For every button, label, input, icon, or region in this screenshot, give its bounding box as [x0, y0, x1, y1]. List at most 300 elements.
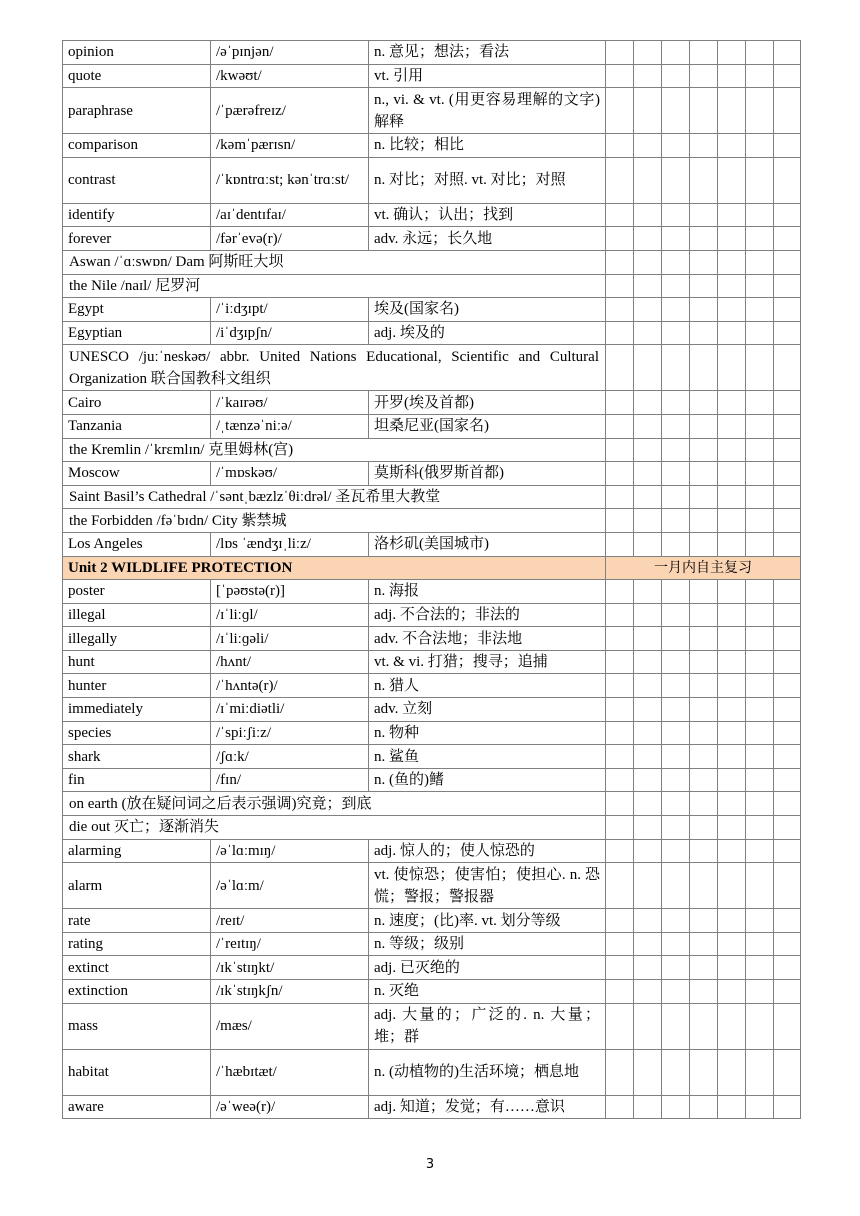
- review-checkbox[interactable]: [634, 438, 662, 462]
- review-checkbox[interactable]: [662, 298, 690, 322]
- review-checkbox[interactable]: [746, 414, 774, 438]
- vocab-phonetic: /ˈhæbɪtæt/: [211, 1049, 369, 1095]
- review-checkbox[interactable]: [774, 250, 801, 274]
- review-checkbox[interactable]: [606, 721, 634, 745]
- review-checkbox[interactable]: [718, 485, 746, 509]
- vocab-meaning: adv. 永远；长久地: [369, 227, 606, 251]
- review-checkbox[interactable]: [606, 414, 634, 438]
- vocab-phonetic: /ˈmɒskəʊ/: [211, 462, 369, 486]
- review-checkbox[interactable]: [662, 698, 690, 722]
- review-checkbox[interactable]: [774, 298, 801, 322]
- review-checkbox[interactable]: [746, 932, 774, 956]
- review-checkbox[interactable]: [606, 298, 634, 322]
- review-checkbox[interactable]: [718, 863, 746, 909]
- review-checkbox[interactable]: [690, 157, 718, 203]
- review-checkbox[interactable]: [774, 321, 801, 345]
- review-checkbox[interactable]: [718, 64, 746, 88]
- vocab-word: fin: [63, 768, 211, 792]
- review-checkbox[interactable]: [746, 768, 774, 792]
- review-checkbox[interactable]: [690, 816, 718, 840]
- review-checkbox[interactable]: [718, 745, 746, 769]
- review-checkbox[interactable]: [774, 909, 801, 933]
- review-checkbox[interactable]: [606, 438, 634, 462]
- review-checkbox[interactable]: [634, 839, 662, 863]
- review-checkbox[interactable]: [690, 603, 718, 627]
- review-checkbox[interactable]: [774, 1049, 801, 1095]
- review-checkbox[interactable]: [774, 1095, 801, 1119]
- vocab-word: extinction: [63, 980, 211, 1004]
- review-checkbox[interactable]: [690, 768, 718, 792]
- review-checkbox[interactable]: [634, 580, 662, 604]
- review-checkbox[interactable]: [718, 768, 746, 792]
- review-checkbox[interactable]: [718, 41, 746, 65]
- review-checkbox[interactable]: [606, 1049, 634, 1095]
- review-checkbox[interactable]: [606, 603, 634, 627]
- vocab-row: [63, 839, 801, 863]
- review-checkbox[interactable]: [634, 627, 662, 651]
- vocab-phonetic: /ɪkˈstɪŋkʃn/: [211, 980, 369, 1004]
- review-checkbox[interactable]: [774, 1003, 801, 1049]
- review-checkbox[interactable]: [690, 956, 718, 980]
- review-checkbox[interactable]: [746, 438, 774, 462]
- review-checkbox[interactable]: [634, 1095, 662, 1119]
- review-checkbox[interactable]: [774, 509, 801, 533]
- review-checkbox[interactable]: [718, 274, 746, 298]
- vocab-word: alarming: [63, 839, 211, 863]
- review-checkbox[interactable]: [718, 532, 746, 556]
- review-checkbox[interactable]: [606, 274, 634, 298]
- review-checkbox[interactable]: [718, 650, 746, 674]
- review-checkbox[interactable]: [662, 485, 690, 509]
- review-checkbox[interactable]: [774, 134, 801, 158]
- vocab-meaning: n. 意见；想法；看法: [369, 41, 606, 65]
- review-checkbox[interactable]: [718, 1049, 746, 1095]
- review-checkbox[interactable]: [690, 1095, 718, 1119]
- review-checkbox[interactable]: [774, 532, 801, 556]
- review-checkbox[interactable]: [662, 88, 690, 134]
- review-checkbox[interactable]: [690, 250, 718, 274]
- unit-title: Unit 2 WILDLIFE PROTECTION: [63, 556, 606, 580]
- review-checkbox[interactable]: [690, 698, 718, 722]
- vocab-phonetic: /ʃɑːk/: [211, 745, 369, 769]
- review-checkbox[interactable]: [606, 41, 634, 65]
- review-checkbox[interactable]: [718, 462, 746, 486]
- review-checkbox[interactable]: [634, 956, 662, 980]
- review-checkbox[interactable]: [718, 816, 746, 840]
- review-checkbox[interactable]: [606, 839, 634, 863]
- review-checkbox[interactable]: [774, 345, 801, 391]
- review-checkbox[interactable]: [690, 909, 718, 933]
- review-checkbox[interactable]: [746, 603, 774, 627]
- review-checkbox[interactable]: [606, 64, 634, 88]
- review-checkbox[interactable]: [774, 932, 801, 956]
- review-checkbox[interactable]: [662, 580, 690, 604]
- review-checkbox[interactable]: [746, 462, 774, 486]
- review-checkbox[interactable]: [662, 509, 690, 533]
- review-checkbox[interactable]: [718, 509, 746, 533]
- vocab-row: [63, 414, 801, 438]
- review-checkbox[interactable]: [774, 839, 801, 863]
- review-checkbox[interactable]: [718, 909, 746, 933]
- review-checkbox[interactable]: [634, 321, 662, 345]
- review-checkbox[interactable]: [690, 932, 718, 956]
- review-checkbox[interactable]: [662, 462, 690, 486]
- review-checkbox[interactable]: [606, 674, 634, 698]
- review-checkbox[interactable]: [718, 250, 746, 274]
- review-checkbox[interactable]: [690, 462, 718, 486]
- review-checkbox[interactable]: [634, 932, 662, 956]
- review-checkbox[interactable]: [634, 462, 662, 486]
- review-checkbox[interactable]: [690, 839, 718, 863]
- review-checkbox[interactable]: [606, 863, 634, 909]
- review-checkbox[interactable]: [746, 41, 774, 65]
- review-checkbox[interactable]: [662, 909, 690, 933]
- review-checkbox[interactable]: [606, 980, 634, 1004]
- review-checkbox[interactable]: [634, 792, 662, 816]
- review-checkbox[interactable]: [718, 674, 746, 698]
- review-checkbox[interactable]: [662, 768, 690, 792]
- review-checkbox[interactable]: [718, 134, 746, 158]
- review-checkbox[interactable]: [634, 414, 662, 438]
- review-checkbox[interactable]: [662, 745, 690, 769]
- review-checkbox[interactable]: [606, 932, 634, 956]
- review-checkbox[interactable]: [662, 532, 690, 556]
- review-checkbox[interactable]: [634, 298, 662, 322]
- review-checkbox[interactable]: [634, 698, 662, 722]
- review-checkbox[interactable]: [690, 532, 718, 556]
- review-checkbox[interactable]: [634, 603, 662, 627]
- vocab-phonetic: /ɪˈmiːdiətli/: [211, 698, 369, 722]
- review-checkbox[interactable]: [746, 321, 774, 345]
- review-checkbox[interactable]: [662, 414, 690, 438]
- review-checkbox[interactable]: [774, 816, 801, 840]
- review-checkbox[interactable]: [690, 580, 718, 604]
- review-checkbox[interactable]: [606, 227, 634, 251]
- review-checkbox[interactable]: [690, 203, 718, 227]
- review-checkbox[interactable]: [774, 203, 801, 227]
- review-checkbox[interactable]: [746, 485, 774, 509]
- review-checkbox[interactable]: [746, 956, 774, 980]
- review-checkbox[interactable]: [718, 414, 746, 438]
- review-checkbox[interactable]: [662, 792, 690, 816]
- review-checkbox[interactable]: [774, 462, 801, 486]
- review-checkbox[interactable]: [746, 650, 774, 674]
- review-checkbox[interactable]: [746, 627, 774, 651]
- review-checkbox[interactable]: [662, 321, 690, 345]
- review-checkbox[interactable]: [634, 485, 662, 509]
- review-checkbox[interactable]: [606, 698, 634, 722]
- review-checkbox[interactable]: [774, 650, 801, 674]
- vocab-row: [63, 134, 801, 158]
- review-checkbox[interactable]: [774, 88, 801, 134]
- review-checkbox[interactable]: [662, 1095, 690, 1119]
- vocab-phrase: the Nile /naɪl/ 尼罗河: [63, 274, 606, 298]
- review-checkbox[interactable]: [606, 203, 634, 227]
- review-checkbox[interactable]: [774, 745, 801, 769]
- review-checkbox[interactable]: [634, 250, 662, 274]
- vocab-phonetic: /reɪt/: [211, 909, 369, 933]
- review-checkbox[interactable]: [606, 816, 634, 840]
- review-checkbox[interactable]: [606, 134, 634, 158]
- review-checkbox[interactable]: [746, 203, 774, 227]
- review-checkbox[interactable]: [718, 203, 746, 227]
- review-checkbox[interactable]: [662, 203, 690, 227]
- review-checkbox[interactable]: [690, 64, 718, 88]
- review-checkbox[interactable]: [662, 721, 690, 745]
- review-checkbox[interactable]: [746, 816, 774, 840]
- review-checkbox[interactable]: [774, 64, 801, 88]
- review-checkbox[interactable]: [718, 721, 746, 745]
- review-checkbox[interactable]: [746, 1003, 774, 1049]
- review-checkbox[interactable]: [662, 674, 690, 698]
- review-checkbox[interactable]: [690, 438, 718, 462]
- review-checkbox[interactable]: [606, 627, 634, 651]
- review-checkbox[interactable]: [774, 768, 801, 792]
- review-checkbox[interactable]: [662, 650, 690, 674]
- review-checkbox[interactable]: [746, 839, 774, 863]
- review-checkbox[interactable]: [746, 345, 774, 391]
- review-checkbox[interactable]: [662, 438, 690, 462]
- review-checkbox[interactable]: [718, 298, 746, 322]
- review-checkbox[interactable]: [634, 721, 662, 745]
- review-checkbox[interactable]: [718, 839, 746, 863]
- vocab-phrase: on earth (放在疑问词之后表示强调)究竟；到底: [63, 792, 606, 816]
- review-checkbox[interactable]: [774, 863, 801, 909]
- review-checkbox[interactable]: [634, 88, 662, 134]
- review-checkbox[interactable]: [634, 203, 662, 227]
- review-checkbox[interactable]: [718, 321, 746, 345]
- review-checkbox[interactable]: [634, 745, 662, 769]
- review-checkbox[interactable]: [774, 956, 801, 980]
- review-checkbox[interactable]: [718, 227, 746, 251]
- review-checkbox[interactable]: [746, 391, 774, 415]
- review-checkbox[interactable]: [746, 88, 774, 134]
- review-checkbox[interactable]: [774, 41, 801, 65]
- review-checkbox[interactable]: [690, 88, 718, 134]
- review-checkbox[interactable]: [690, 674, 718, 698]
- review-checkbox[interactable]: [662, 274, 690, 298]
- review-checkbox[interactable]: [606, 532, 634, 556]
- review-checkbox[interactable]: [634, 909, 662, 933]
- review-checkbox[interactable]: [662, 1003, 690, 1049]
- review-checkbox[interactable]: [690, 863, 718, 909]
- vocab-meaning: n. 鲨鱼: [369, 745, 606, 769]
- review-checkbox[interactable]: [774, 414, 801, 438]
- review-checkbox[interactable]: [606, 157, 634, 203]
- vocab-phrase: the Forbidden /fəˈbɪdn/ City 紫禁城: [63, 509, 606, 533]
- review-checkbox[interactable]: [774, 157, 801, 203]
- review-checkbox[interactable]: [690, 650, 718, 674]
- review-checkbox[interactable]: [606, 88, 634, 134]
- review-checkbox[interactable]: [662, 64, 690, 88]
- review-checkbox[interactable]: [606, 485, 634, 509]
- review-checkbox[interactable]: [690, 227, 718, 251]
- review-checkbox[interactable]: [746, 250, 774, 274]
- review-checkbox[interactable]: [606, 391, 634, 415]
- review-checkbox[interactable]: [690, 345, 718, 391]
- review-checkbox[interactable]: [718, 391, 746, 415]
- review-checkbox[interactable]: [746, 532, 774, 556]
- review-checkbox[interactable]: [606, 580, 634, 604]
- review-checkbox[interactable]: [718, 956, 746, 980]
- review-checkbox[interactable]: [774, 721, 801, 745]
- review-checkbox[interactable]: [718, 1095, 746, 1119]
- review-checkbox[interactable]: [690, 485, 718, 509]
- review-checkbox[interactable]: [718, 88, 746, 134]
- vocab-word: species: [63, 721, 211, 745]
- review-checkbox[interactable]: [662, 932, 690, 956]
- review-checkbox[interactable]: [634, 345, 662, 391]
- review-checkbox[interactable]: [774, 391, 801, 415]
- review-checkbox[interactable]: [662, 603, 690, 627]
- review-checkbox[interactable]: [774, 580, 801, 604]
- review-checkbox[interactable]: [774, 438, 801, 462]
- review-checkbox[interactable]: [606, 321, 634, 345]
- review-checkbox[interactable]: [662, 863, 690, 909]
- review-checkbox[interactable]: [746, 1049, 774, 1095]
- review-checkbox[interactable]: [634, 674, 662, 698]
- review-checkbox[interactable]: [606, 768, 634, 792]
- review-checkbox[interactable]: [690, 1049, 718, 1095]
- review-checkbox[interactable]: [634, 1049, 662, 1095]
- review-checkbox[interactable]: [746, 745, 774, 769]
- review-checkbox[interactable]: [606, 462, 634, 486]
- review-checkbox[interactable]: [634, 650, 662, 674]
- review-checkbox[interactable]: [634, 816, 662, 840]
- review-checkbox[interactable]: [634, 274, 662, 298]
- vocab-phrase-row: [63, 792, 801, 816]
- review-checkbox[interactable]: [606, 250, 634, 274]
- review-checkbox[interactable]: [634, 391, 662, 415]
- review-checkbox[interactable]: [690, 1003, 718, 1049]
- review-checkbox[interactable]: [662, 391, 690, 415]
- review-checkbox[interactable]: [774, 603, 801, 627]
- vocab-row: [63, 1049, 801, 1095]
- review-checkbox[interactable]: [746, 274, 774, 298]
- review-checkbox[interactable]: [718, 345, 746, 391]
- review-checkbox[interactable]: [606, 745, 634, 769]
- review-checkbox[interactable]: [746, 721, 774, 745]
- review-checkbox[interactable]: [690, 414, 718, 438]
- review-checkbox[interactable]: [746, 674, 774, 698]
- vocab-word: illegal: [63, 603, 211, 627]
- review-checkbox[interactable]: [634, 41, 662, 65]
- review-checkbox[interactable]: [634, 134, 662, 158]
- review-checkbox[interactable]: [606, 909, 634, 933]
- review-checkbox[interactable]: [606, 1095, 634, 1119]
- review-checkbox[interactable]: [718, 627, 746, 651]
- review-checkbox[interactable]: [746, 580, 774, 604]
- vocab-meaning: n., vi. & vt. (用更容易理解的文字)解释: [369, 88, 606, 134]
- review-checkbox[interactable]: [690, 627, 718, 651]
- review-checkbox[interactable]: [662, 816, 690, 840]
- review-checkbox[interactable]: [746, 980, 774, 1004]
- review-checkbox[interactable]: [662, 956, 690, 980]
- review-checkbox[interactable]: [774, 698, 801, 722]
- review-checkbox[interactable]: [746, 298, 774, 322]
- review-checkbox[interactable]: [746, 64, 774, 88]
- review-checkbox[interactable]: [634, 509, 662, 533]
- review-checkbox[interactable]: [606, 956, 634, 980]
- review-checkbox[interactable]: [718, 792, 746, 816]
- review-checkbox[interactable]: [746, 792, 774, 816]
- review-checkbox[interactable]: [746, 509, 774, 533]
- review-checkbox[interactable]: [774, 627, 801, 651]
- review-checkbox[interactable]: [746, 1095, 774, 1119]
- review-checkbox[interactable]: [606, 650, 634, 674]
- review-checkbox[interactable]: [746, 698, 774, 722]
- review-checkbox[interactable]: [746, 157, 774, 203]
- vocab-meaning: n. 灭绝: [369, 980, 606, 1004]
- review-checkbox[interactable]: [662, 980, 690, 1004]
- review-checkbox[interactable]: [662, 227, 690, 251]
- review-checkbox[interactable]: [690, 980, 718, 1004]
- review-checkbox[interactable]: [662, 41, 690, 65]
- vocab-row: [63, 650, 801, 674]
- review-checkbox[interactable]: [606, 345, 634, 391]
- review-checkbox[interactable]: [690, 391, 718, 415]
- review-checkbox[interactable]: [690, 721, 718, 745]
- review-checkbox[interactable]: [690, 298, 718, 322]
- vocab-word: Tanzania: [63, 414, 211, 438]
- review-checkbox[interactable]: [690, 41, 718, 65]
- review-checkbox[interactable]: [718, 698, 746, 722]
- review-checkbox[interactable]: [634, 1003, 662, 1049]
- review-checkbox[interactable]: [662, 250, 690, 274]
- review-checkbox[interactable]: [662, 134, 690, 158]
- review-checkbox[interactable]: [690, 509, 718, 533]
- review-checkbox[interactable]: [690, 274, 718, 298]
- review-checkbox[interactable]: [690, 745, 718, 769]
- review-checkbox[interactable]: [746, 909, 774, 933]
- review-checkbox[interactable]: [774, 792, 801, 816]
- review-checkbox[interactable]: [634, 157, 662, 203]
- review-checkbox[interactable]: [774, 274, 801, 298]
- review-checkbox[interactable]: [606, 1003, 634, 1049]
- review-checkbox[interactable]: [690, 134, 718, 158]
- review-checkbox[interactable]: [718, 438, 746, 462]
- review-checkbox[interactable]: [718, 932, 746, 956]
- review-checkbox[interactable]: [606, 792, 634, 816]
- review-checkbox[interactable]: [690, 321, 718, 345]
- review-checkbox[interactable]: [634, 64, 662, 88]
- review-checkbox[interactable]: [718, 603, 746, 627]
- review-checkbox[interactable]: [662, 1049, 690, 1095]
- review-checkbox[interactable]: [634, 768, 662, 792]
- review-checkbox[interactable]: [746, 134, 774, 158]
- review-checkbox[interactable]: [718, 580, 746, 604]
- review-checkbox[interactable]: [746, 863, 774, 909]
- review-checkbox[interactable]: [634, 980, 662, 1004]
- review-checkbox[interactable]: [774, 485, 801, 509]
- review-checkbox[interactable]: [662, 839, 690, 863]
- review-checkbox[interactable]: [634, 532, 662, 556]
- review-checkbox[interactable]: [774, 227, 801, 251]
- review-checkbox[interactable]: [746, 227, 774, 251]
- review-checkbox[interactable]: [634, 863, 662, 909]
- review-checkbox[interactable]: [634, 227, 662, 251]
- review-checkbox[interactable]: [718, 157, 746, 203]
- review-checkbox[interactable]: [606, 509, 634, 533]
- review-checkbox[interactable]: [662, 345, 690, 391]
- review-checkbox[interactable]: [718, 980, 746, 1004]
- review-checkbox[interactable]: [718, 1003, 746, 1049]
- review-checkbox[interactable]: [774, 674, 801, 698]
- review-checkbox[interactable]: [690, 792, 718, 816]
- review-checkbox[interactable]: [774, 980, 801, 1004]
- review-checkbox[interactable]: [662, 627, 690, 651]
- review-checkbox[interactable]: [662, 157, 690, 203]
